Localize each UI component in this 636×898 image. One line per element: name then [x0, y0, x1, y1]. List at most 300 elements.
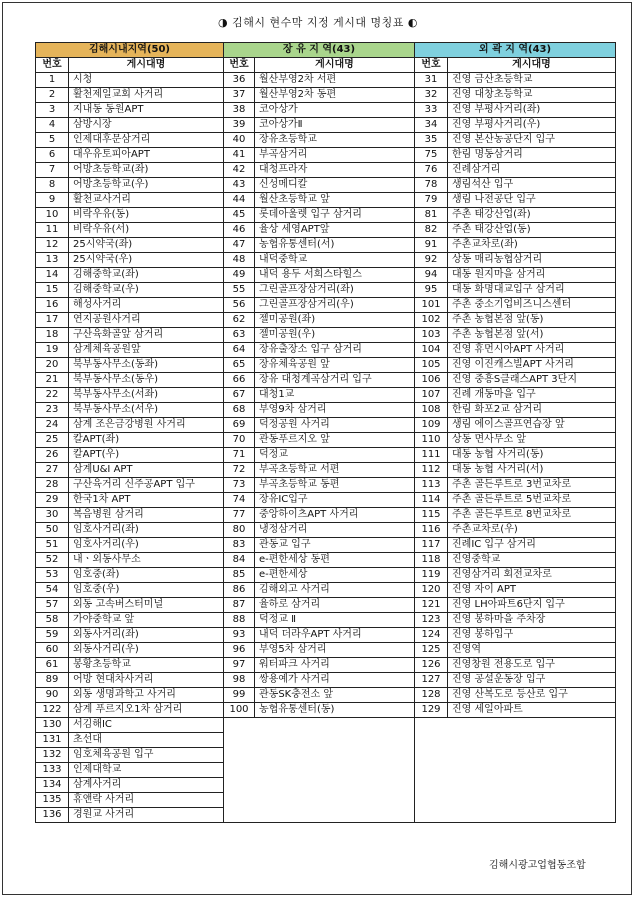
billboard-number: 119	[415, 568, 448, 583]
billboard-name: 삼계 조은금강병원 사거리	[69, 418, 224, 433]
billboard-number: 64	[224, 343, 255, 358]
table-row	[36, 568, 616, 583]
billboard-number: 2	[36, 88, 69, 103]
table-row	[36, 628, 616, 643]
billboard-name: 주촌 중소기업비즈니스센터	[448, 298, 616, 313]
billboard-name: 외동사거리(좌)	[69, 628, 224, 643]
table-row	[36, 298, 616, 313]
billboard-number: 38	[224, 103, 255, 118]
table-row	[36, 208, 616, 223]
table-row	[36, 523, 616, 538]
billboard-name: 칼APT(좌)	[69, 433, 224, 448]
billboard-number: 102	[415, 313, 448, 328]
section-label: 외 곽 지 역(43)	[415, 43, 616, 58]
billboard-number: 132	[36, 748, 69, 763]
billboard-name: 임호체육공원 입구	[69, 748, 224, 763]
billboard-name: 어방초등학교(좌)	[69, 163, 224, 178]
billboard-name: 가야중학교 앞	[69, 613, 224, 628]
billboard-number: 103	[415, 328, 448, 343]
billboard-number: 55	[224, 283, 255, 298]
billboard-name: 김해중학교(좌)	[69, 268, 224, 283]
billboard-number: 81	[415, 208, 448, 223]
billboard-name: 내ㆍ외동사무소	[69, 553, 224, 568]
billboard-number: 112	[415, 463, 448, 478]
billboard-name: 삼계체육공원앞	[69, 343, 224, 358]
billboard-name: 외동 생명과학고 사거리	[69, 688, 224, 703]
billboard-name: 대동 원지마을 삼거리	[448, 268, 616, 283]
billboard-number: 77	[224, 508, 255, 523]
billboard-number: 126	[415, 658, 448, 673]
billboard-number: 133	[36, 763, 69, 778]
billboard-name: 부영5차 삼거리	[255, 643, 415, 658]
billboard-number: 84	[224, 553, 255, 568]
billboard-number: 106	[415, 373, 448, 388]
billboard-number: 56	[224, 298, 255, 313]
billboard-number: 120	[415, 583, 448, 598]
billboard-name: 상동 매리농협삼거리	[448, 253, 616, 268]
billboard-name: 비락우유(동)	[69, 208, 224, 223]
billboard-number: 4	[36, 118, 69, 133]
billboard-number: 125	[415, 643, 448, 658]
section-label: 장 유 지 역(43)	[224, 43, 415, 58]
billboard-number: 100	[224, 703, 255, 718]
billboard-number: 85	[224, 568, 255, 583]
billboard-name: 삼방시장	[69, 118, 224, 133]
billboard-number: 50	[36, 523, 69, 538]
billboard-name: 복음병원 삼거리	[69, 508, 224, 523]
billboard-number: 19	[36, 343, 69, 358]
billboard-number: 11	[36, 223, 69, 238]
billboard-number: 115	[415, 508, 448, 523]
billboard-name: 진영 이진캐스빌APT 사거리	[448, 358, 616, 373]
billboard-number: 117	[415, 538, 448, 553]
billboard-number: 91	[415, 238, 448, 253]
billboard-number: 13	[36, 253, 69, 268]
column-header-number: 번호	[36, 58, 69, 73]
table-row	[36, 478, 616, 493]
billboard-name: 내덕중학교	[255, 253, 415, 268]
billboard-name: 북부동사무소(서우)	[69, 403, 224, 418]
billboard-number: 76	[415, 163, 448, 178]
billboard-name: 한림 명동삼거리	[448, 148, 616, 163]
billboard-name: 삼계U&I APT	[69, 463, 224, 478]
billboard-number: 134	[36, 778, 69, 793]
billboard-number: 1	[36, 73, 69, 88]
billboard-name: 냉정삼거리	[255, 523, 415, 538]
billboard-number: 95	[415, 283, 448, 298]
table-row	[36, 328, 616, 343]
half-circle-right-icon: ◐	[407, 16, 418, 29]
billboard-name: 한국1차 APT	[69, 493, 224, 508]
billboard-number: 83	[224, 538, 255, 553]
column-header-number: 번호	[224, 58, 255, 73]
table-row	[36, 148, 616, 163]
table-row	[36, 688, 616, 703]
billboard-name: 진영창원 전용도로 입구	[448, 658, 616, 673]
billboard-name: 대동 농협 사거리(서)	[448, 463, 616, 478]
billboard-number: 49	[224, 268, 255, 283]
billboard-number: 22	[36, 388, 69, 403]
billboard-name: 구산육화골앞 삼거리	[69, 328, 224, 343]
billboard-number: 42	[224, 163, 255, 178]
billboard-number: 16	[36, 298, 69, 313]
billboard-name: 부곡초등학교 서편	[255, 463, 415, 478]
billboard-name: 어방초등학교(우)	[69, 178, 224, 193]
table-row	[36, 253, 616, 268]
billboard-name: 주촌 농협본점 앞(동)	[448, 313, 616, 328]
billboard-number: 20	[36, 358, 69, 373]
billboard-number: 3	[36, 103, 69, 118]
table-row	[36, 448, 616, 463]
billboard-name: 진영 대창초등학교	[448, 88, 616, 103]
billboard-name: 삼계사거리	[69, 778, 224, 793]
billboard-number: 8	[36, 178, 69, 193]
billboard-name: 인제대학교	[69, 763, 224, 778]
billboard-name: 활천교사거리	[69, 193, 224, 208]
billboard-number: 47	[224, 238, 255, 253]
billboard-name: 진영 부평사거리(좌)	[448, 103, 616, 118]
billboard-number: 99	[224, 688, 255, 703]
billboard-name: 율하로 삼거리	[255, 598, 415, 613]
billboard-name: 북부동사무소(동우)	[69, 373, 224, 388]
billboard-number: 27	[36, 463, 69, 478]
billboard-number: 94	[415, 268, 448, 283]
billboard-name: 인제대후문삼거리	[69, 133, 224, 148]
billboard-number: 136	[36, 808, 69, 823]
table-row	[36, 133, 616, 148]
table-row	[36, 433, 616, 448]
billboard-number: 101	[415, 298, 448, 313]
billboard-name: 젤미공원(좌)	[255, 313, 415, 328]
table-row	[36, 178, 616, 193]
billboard-number: 60	[36, 643, 69, 658]
billboard-name: 진영 금산초등학교	[448, 73, 616, 88]
billboard-number: 74	[224, 493, 255, 508]
billboard-number: 66	[224, 373, 255, 388]
billboard-name: 김해중학교(우)	[69, 283, 224, 298]
billboard-number: 29	[36, 493, 69, 508]
billboard-name: 진영 본산농공단지 입구	[448, 133, 616, 148]
billboard-name: 외동사거리(우)	[69, 643, 224, 658]
billboard-name: 월산초등학교 앞	[255, 193, 415, 208]
billboard-name: 신성메디칼	[255, 178, 415, 193]
billboard-number: 32	[415, 88, 448, 103]
billboard-name: 중앙하이츠APT 사거리	[255, 508, 415, 523]
billboard-number: 90	[36, 688, 69, 703]
billboard-number: 104	[415, 343, 448, 358]
section-label: 김해시내지역(50)	[36, 43, 224, 58]
billboard-name: 진영 부평사거리(우)	[448, 118, 616, 133]
table-row	[36, 643, 616, 658]
billboard-number: 44	[224, 193, 255, 208]
billboard-name: e-편한세상 동편	[255, 553, 415, 568]
billboard-number: 7	[36, 163, 69, 178]
billboard-name: 코아상가Ⅱ	[255, 118, 415, 133]
billboard-name: 진영 봉하마을 주차장	[448, 613, 616, 628]
billboard-number: 131	[36, 733, 69, 748]
billboard-number: 130	[36, 718, 69, 733]
billboard-name: 한림 화포2교 삼거리	[448, 403, 616, 418]
billboard-name: 농협유통센터(동)	[255, 703, 415, 718]
billboard-number: 122	[36, 703, 69, 718]
billboard-number: 5	[36, 133, 69, 148]
billboard-name: 롯데아울렛 입구 삼거리	[255, 208, 415, 223]
billboard-name: 생림 나전공단 입구	[448, 193, 616, 208]
billboard-number: 46	[224, 223, 255, 238]
billboard-name: 해성사거리	[69, 298, 224, 313]
billboard-number: 107	[415, 388, 448, 403]
billboard-number: 128	[415, 688, 448, 703]
billboard-name: 진영 자이 APT	[448, 583, 616, 598]
billboard-name: 그린골프장삼거리(좌)	[255, 283, 415, 298]
billboard-name: 대동 화명대교입구 삼거리	[448, 283, 616, 298]
billboard-number: 14	[36, 268, 69, 283]
table-row	[36, 103, 616, 118]
billboard-name: 장유출장소 입구 삼거리	[255, 343, 415, 358]
billboard-name: 25시약국(우)	[69, 253, 224, 268]
billboard-number: 86	[224, 583, 255, 598]
table-row	[36, 358, 616, 373]
billboard-name: 주촌 농협본점 앞(서)	[448, 328, 616, 343]
billboard-number: 129	[415, 703, 448, 718]
column-header-name: 게시대명	[69, 58, 224, 73]
billboard-number: 45	[224, 208, 255, 223]
billboard-name: 코아상가	[255, 103, 415, 118]
billboard-number: 40	[224, 133, 255, 148]
billboard-name: 주촌 골든루트로 3번교차로	[448, 478, 616, 493]
billboard-number: 33	[415, 103, 448, 118]
billboard-number: 35	[415, 133, 448, 148]
billboard-name: 연지공원사거리	[69, 313, 224, 328]
billboard-name: 임호사거리(좌)	[69, 523, 224, 538]
table-row	[36, 463, 616, 478]
billboard-name: 관동푸르지오 앞	[255, 433, 415, 448]
billboard-name: 진영 세일아파트	[448, 703, 616, 718]
table-row	[36, 313, 616, 328]
billboard-number: 51	[36, 538, 69, 553]
billboard-number: 78	[415, 178, 448, 193]
billboard-number: 24	[36, 418, 69, 433]
billboard-number: 61	[36, 658, 69, 673]
billboard-number: 108	[415, 403, 448, 418]
billboard-name: 주촌 골든루트로 8번교차로	[448, 508, 616, 523]
billboard-number: 26	[36, 448, 69, 463]
table-row	[36, 118, 616, 133]
billboard-name: 생림석산 입구	[448, 178, 616, 193]
billboard-number: 37	[224, 88, 255, 103]
billboard-name: 시청	[69, 73, 224, 88]
billboard-name: 진영 봉하입구	[448, 628, 616, 643]
billboard-name: 임호사거리(우)	[69, 538, 224, 553]
table-row	[36, 238, 616, 253]
billboard-name: 진영 휴먼시아APT 사거리	[448, 343, 616, 358]
billboard-number: 36	[224, 73, 255, 88]
billboard-name: 장유체육공원 앞	[255, 358, 415, 373]
billboard-name: 외동 고속버스터미널	[69, 598, 224, 613]
billboard-number: 21	[36, 373, 69, 388]
billboard-name: 주촌교차로(좌)	[448, 238, 616, 253]
table-row	[36, 703, 616, 718]
table-row	[36, 583, 616, 598]
table-row	[36, 613, 616, 628]
billboard-name: 어방 현대차사거리	[69, 673, 224, 688]
billboard-name: 서김해IC	[69, 718, 224, 733]
billboard-name: 대청1교	[255, 388, 415, 403]
billboard-number: 105	[415, 358, 448, 373]
billboard-number: 63	[224, 328, 255, 343]
billboard-number: 41	[224, 148, 255, 163]
billboard-number: 113	[415, 478, 448, 493]
billboard-name: 임호중(우)	[69, 583, 224, 598]
billboard-number: 75	[415, 148, 448, 163]
billboard-name: 생림 에이스골프연습장 앞	[448, 418, 616, 433]
billboard-name: 칼APT(우)	[69, 448, 224, 463]
billboard-name: 장유IC입구	[255, 493, 415, 508]
billboard-name: 초선대	[69, 733, 224, 748]
billboard-name: 그린골프장삼거리(우)	[255, 298, 415, 313]
billboard-name: 덕정교	[255, 448, 415, 463]
table-row	[36, 388, 616, 403]
billboard-name: 덕정공원 사거리	[255, 418, 415, 433]
billboard-name: 비락우유(서)	[69, 223, 224, 238]
table-row	[36, 73, 616, 88]
billboard-name: 경원교 사거리	[69, 808, 224, 823]
billboard-number: 124	[415, 628, 448, 643]
billboard-name: 관동교 입구	[255, 538, 415, 553]
billboard-number: 123	[415, 613, 448, 628]
billboard-number: 65	[224, 358, 255, 373]
table-row	[36, 88, 616, 103]
billboard-number: 53	[36, 568, 69, 583]
billboard-name: 주촌 골든루트로 5번교차로	[448, 493, 616, 508]
billboard-number: 93	[224, 628, 255, 643]
page-title	[0, 14, 636, 30]
billboard-number: 118	[415, 553, 448, 568]
billboard-number: 89	[36, 673, 69, 688]
billboard-name: 장유초등학교	[255, 133, 415, 148]
billboard-name: 진영삼거리 회전교차로	[448, 568, 616, 583]
table-row	[36, 538, 616, 553]
billboard-number: 12	[36, 238, 69, 253]
billboard-number: 6	[36, 148, 69, 163]
billboard-name: 주촌 태강산업(좌)	[448, 208, 616, 223]
billboard-table	[35, 42, 616, 823]
table-row	[36, 163, 616, 178]
footer-union-name: 김해시광고업협동조합	[489, 860, 586, 871]
billboard-number: 62	[224, 313, 255, 328]
billboard-name: 진례IC 입구 삼거리	[448, 538, 616, 553]
billboard-number: 92	[415, 253, 448, 268]
billboard-name: 젤미공원(우)	[255, 328, 415, 343]
billboard-number: 59	[36, 628, 69, 643]
billboard-number: 71	[224, 448, 255, 463]
billboard-number: 121	[415, 598, 448, 613]
billboard-name: 부곡초등학교 동편	[255, 478, 415, 493]
billboard-name: 내덕 용두 서희스타힐스	[255, 268, 415, 283]
billboard-name: 월산부영2차 서편	[255, 73, 415, 88]
billboard-name: 임호중(좌)	[69, 568, 224, 583]
billboard-name: 진영 LH아파트6단지 입구	[448, 598, 616, 613]
billboard-name: 관동SK충전소 앞	[255, 688, 415, 703]
table-row	[36, 223, 616, 238]
table-row	[36, 373, 616, 388]
billboard-number: 127	[415, 673, 448, 688]
billboard-number: 80	[224, 523, 255, 538]
billboard-name: 진영 공설운동장 입구	[448, 673, 616, 688]
table-row	[36, 673, 616, 688]
billboard-name: 진영 산복도로 등산로 입구	[448, 688, 616, 703]
table-row	[36, 418, 616, 433]
billboard-name: 율상 세영APT앞	[255, 223, 415, 238]
column-header-number: 번호	[415, 58, 448, 73]
billboard-number: 79	[415, 193, 448, 208]
billboard-name: 진영 중흥S클래스APT 3단지	[448, 373, 616, 388]
column-header-name: 게시대명	[255, 58, 415, 73]
billboard-name: 부영9차 삼거리	[255, 403, 415, 418]
billboard-number: 31	[415, 73, 448, 88]
billboard-number: 25	[36, 433, 69, 448]
billboard-name: 상동 면사무소 앞	[448, 433, 616, 448]
billboard-number: 116	[415, 523, 448, 538]
empty-area	[224, 718, 415, 823]
table-row	[36, 493, 616, 508]
billboard-number: 135	[36, 793, 69, 808]
billboard-name: 구산육거리 신주공APT 입구	[69, 478, 224, 493]
billboard-number: 97	[224, 658, 255, 673]
billboard-number: 43	[224, 178, 255, 193]
billboard-name: 북부동사무소(서좌)	[69, 388, 224, 403]
table-row	[36, 508, 616, 523]
billboard-name: 덕정교 Ⅱ	[255, 613, 415, 628]
billboard-name: 김해외고 사거리	[255, 583, 415, 598]
billboard-name: 진례삼거리	[448, 163, 616, 178]
billboard-number: 57	[36, 598, 69, 613]
billboard-name: 월산부영2차 동편	[255, 88, 415, 103]
billboard-number: 17	[36, 313, 69, 328]
half-circle-left-icon: ◑	[218, 16, 229, 29]
billboard-number: 9	[36, 193, 69, 208]
billboard-name: 삼계 푸르지오1차 삼거리	[69, 703, 224, 718]
billboard-number: 54	[36, 583, 69, 598]
billboard-number: 48	[224, 253, 255, 268]
billboard-number: 23	[36, 403, 69, 418]
billboard-number: 58	[36, 613, 69, 628]
billboard-number: 114	[415, 493, 448, 508]
billboard-name: 내덕 더라우APT 사거리	[255, 628, 415, 643]
table-row	[36, 283, 616, 298]
billboard-number: 39	[224, 118, 255, 133]
billboard-number: 18	[36, 328, 69, 343]
billboard-number: 88	[224, 613, 255, 628]
billboard-name: 진례 개동마을 입구	[448, 388, 616, 403]
billboard-name: 장유 대청계곡삼거리 입구	[255, 373, 415, 388]
billboard-number: 110	[415, 433, 448, 448]
billboard-name: 워터파크 사거리	[255, 658, 415, 673]
table-row	[36, 718, 616, 733]
billboard-name: 지내동 동원APT	[69, 103, 224, 118]
empty-area	[415, 718, 616, 823]
billboard-name: 휴앤락 사거리	[69, 793, 224, 808]
billboard-name: 대우유토피아APT	[69, 148, 224, 163]
column-header-row	[36, 58, 616, 73]
billboard-name: e-편한세상	[255, 568, 415, 583]
billboard-name: 북부동사무소(동좌)	[69, 358, 224, 373]
billboard-number: 30	[36, 508, 69, 523]
billboard-name: 대동 농협 사거리(동)	[448, 448, 616, 463]
section-header-row	[36, 43, 616, 58]
billboard-number: 73	[224, 478, 255, 493]
billboard-number: 28	[36, 478, 69, 493]
